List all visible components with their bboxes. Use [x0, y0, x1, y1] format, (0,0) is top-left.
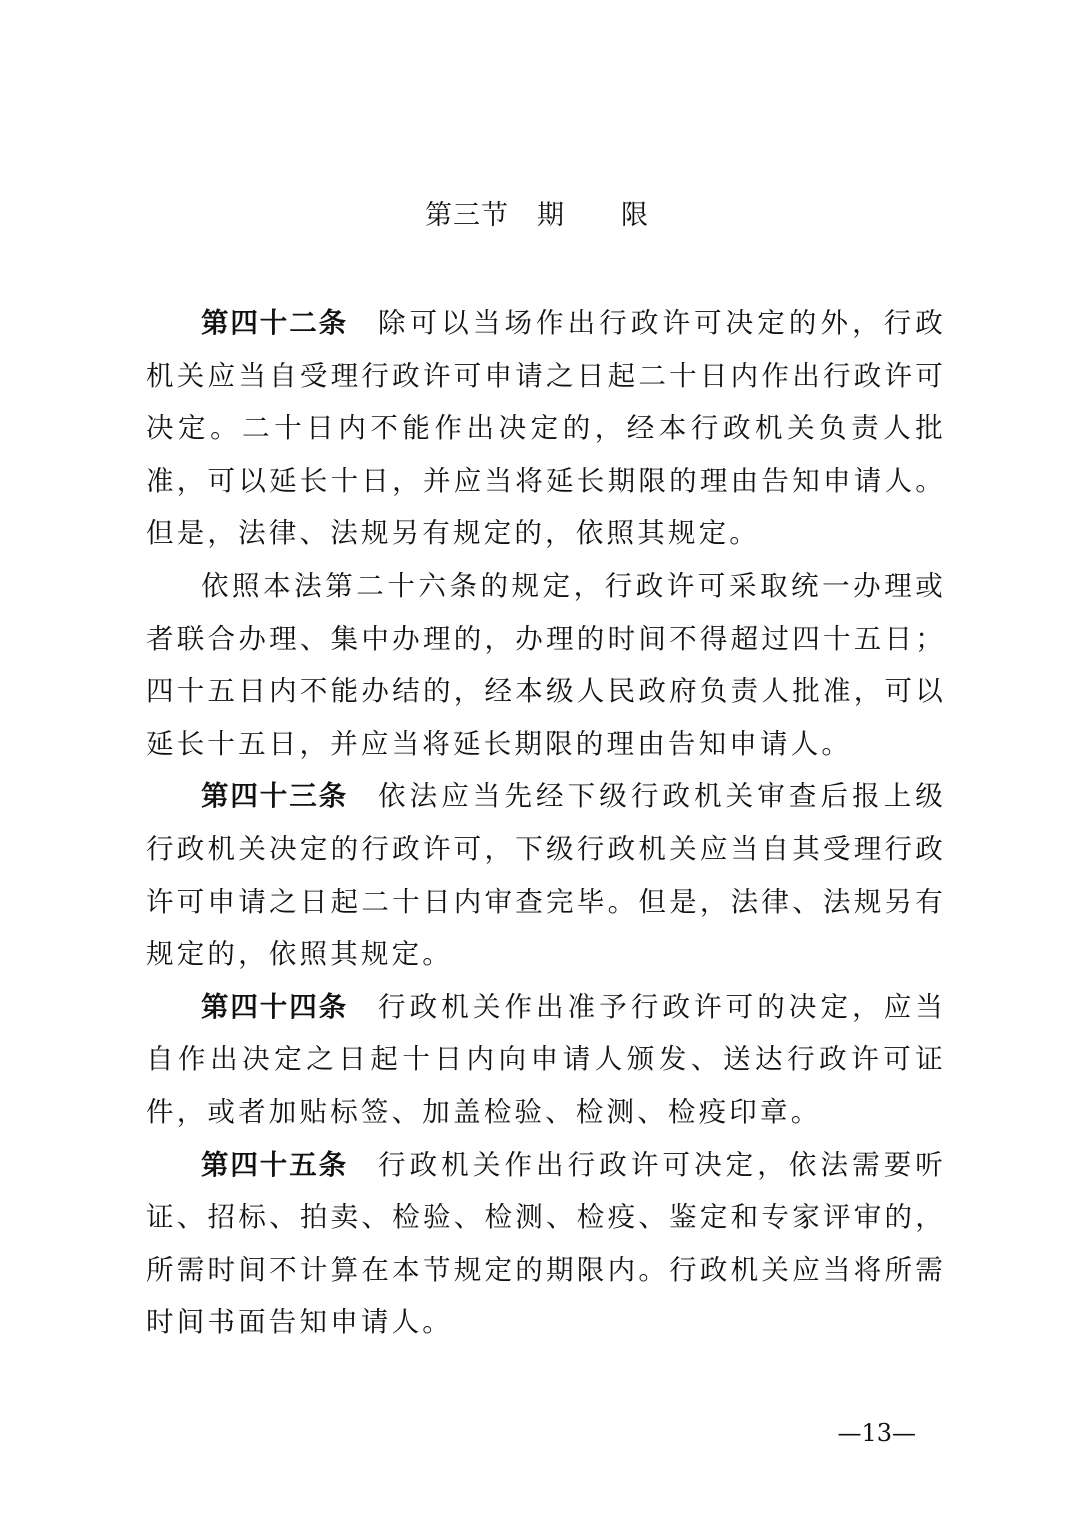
- article-text: 除可以当场作出行政许可决定的外，行政机关应当自受理行政许可申请之日起二十日内作出行政许可决定。二十日内不能作出决定的，经本行政机关负责人批准，可以延长十日，并应当将延长期限的理由告知申请人。但是，法律、法规另有规定的，依照其规定。: [146, 307, 946, 550]
- article-45: [146, 1139, 946, 1349]
- article-heading: 第四十五条: [201, 1148, 349, 1181]
- article-text: 依法应当先经下级行政机关审查后报上级行政机关决定的行政许可，下级行政机关应当自其受理行政许可申请之日起二十日内审查完毕。但是，法律、法规另有规定的，依照其规定。: [146, 780, 946, 971]
- article-42: [146, 297, 946, 560]
- section-title: 第三节 期 限: [425, 200, 649, 231]
- document-body: [146, 297, 946, 1349]
- article-42-paragraph-2: [146, 560, 946, 770]
- article-text: 依照本法第二十六条的规定，行政许可采取统一办理或者联合办理、集中办理的，办理的时间不得超过四十五日；四十五日内不能办结的，经本级人民政府负责人批准，可以延长十五日，并应当将延长期限的理由告知申请人。: [146, 569, 946, 760]
- article-44: [146, 981, 946, 1139]
- article-text: 行政机关作出行政许可决定，依法需要听证、招标、拍卖、检验、检测、检疫、鉴定和专家评审的，所需时间不计算在本节规定的期限内。行政机关应当将所需时间书面告知申请人。: [146, 1148, 946, 1339]
- article-43: [146, 770, 946, 980]
- article-text: 行政机关作出准予行政许可的决定，应当自作出决定之日起十日内向申请人颁发、送达行政许可证件，或者加贴标签、加盖检验、检测、检疫印章。: [146, 990, 946, 1128]
- article-heading: 第四十三条: [201, 780, 349, 813]
- page-number: —13—: [837, 1419, 916, 1447]
- article-heading: 第四十四条: [201, 990, 349, 1023]
- article-heading: 第四十二条: [201, 307, 349, 339]
